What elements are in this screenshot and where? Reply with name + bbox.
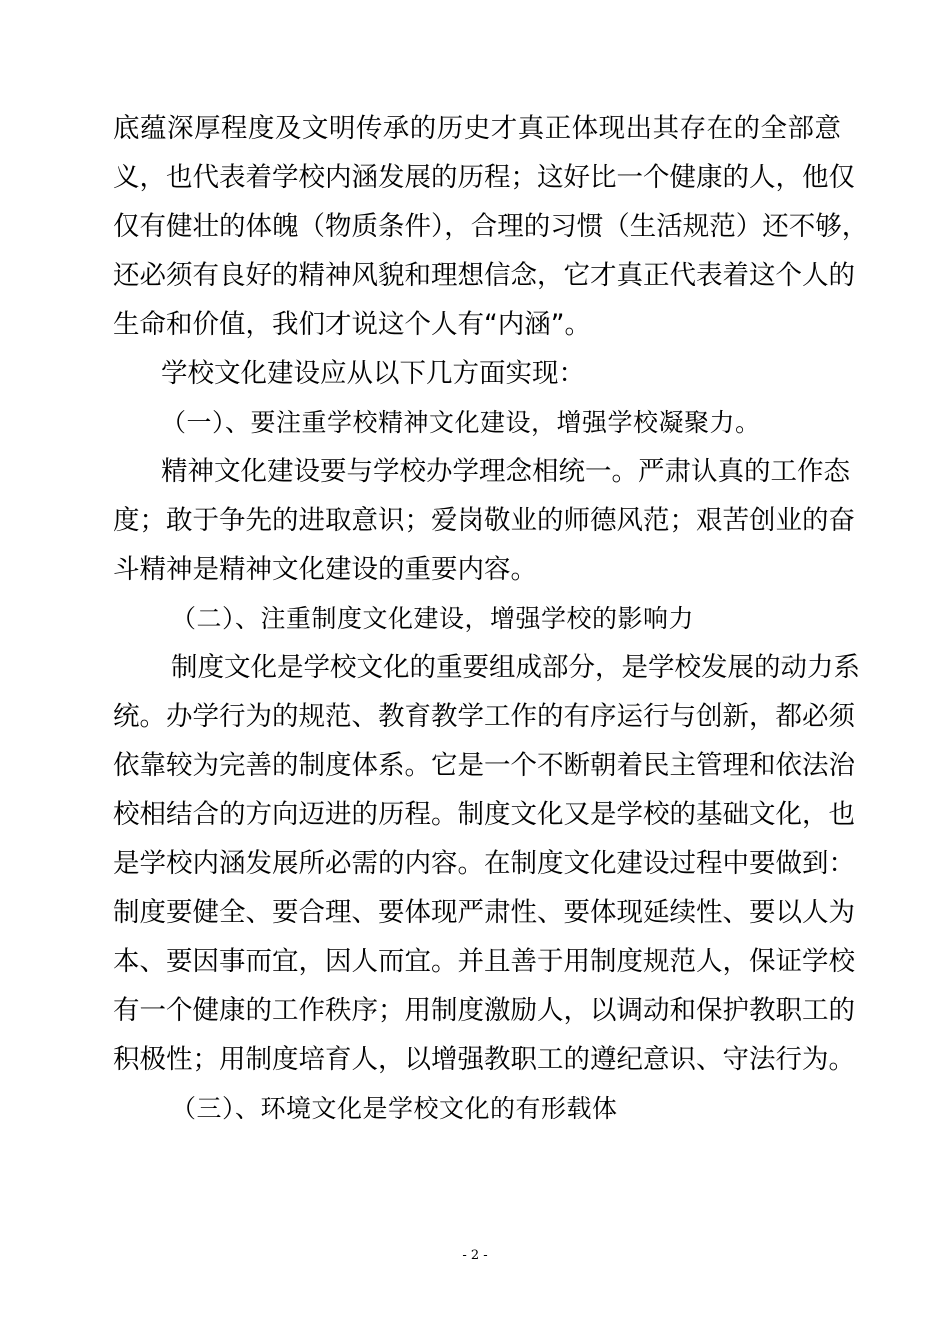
paragraph-line: 统。办学行为的规范、教育教学工作的有序运行与创新，都必须 [113,701,855,732]
intro-line: 学校文化建设应从以下几方面实现： [161,358,585,389]
paragraph-line: 本、要因事而宜，因人而宜。并且善于用制度规范人，保证学校 [113,946,855,977]
paragraph-line: 生命和价值，我们才说这个人有“内涵”。 [113,309,591,340]
paragraph-line: 校相结合的方向迈进的历程。制度文化又是学校的基础文化，也 [113,799,855,830]
paragraph-line: 仅有健壮的体魄（物质条件），合理的习惯（生活规范）还不够， [113,211,869,242]
paragraph-line: 制度要健全、要合理、要体现严肃性、要体现延续性、要以人为 [113,897,855,928]
paragraph-line: 度；敢于争先的进取意识；爱岗敬业的师德风范；艰苦创业的奋 [113,505,855,536]
paragraph-line: 制度文化是学校文化的重要组成部分，是学校发展的动力系 [171,652,860,683]
paragraph-line: 义，也代表着学校内涵发展的历程；这好比一个健康的人，他仅 [113,162,855,193]
paragraph-line: 底蕴深厚程度及文明传承的历史才真正体现出其存在的全部意 [113,113,841,144]
paragraph-line: 斗精神是精神文化建设的重要内容。 [113,554,537,585]
paragraph-line: 是学校内涵发展所必需的内容。在制度文化建设过程中要做到： [113,848,855,879]
paragraph-line: 精神文化建设要与学校办学理念相统一。严肃认真的工作态 [161,456,850,487]
paragraph-line: 有一个健康的工作秩序；用制度激励人，以调动和保护教职工的 [113,995,855,1026]
document-body [113,104,869,1133]
paragraph-line: 还必须有良好的精神风貌和理想信念，它才真正代表着这个人的 [113,260,855,291]
section-heading-1: （一）、要注重学校精神文化建设，增强学校凝聚力。 [161,408,761,437]
section-heading-3: （三）、环境文化是学校文化的有形载体 [171,1094,618,1123]
paragraph-line: 依靠较为完善的制度体系。它是一个不断朝着民主管理和依法治 [113,750,855,781]
paragraph-line: 积极性；用制度培育人，以增强教职工的遵纪意识、守法行为。 [113,1044,855,1075]
section-heading-2: （二）、注重制度文化建设，增强学校的影响力 [171,604,695,633]
page-number: - 2 - [462,1248,488,1263]
